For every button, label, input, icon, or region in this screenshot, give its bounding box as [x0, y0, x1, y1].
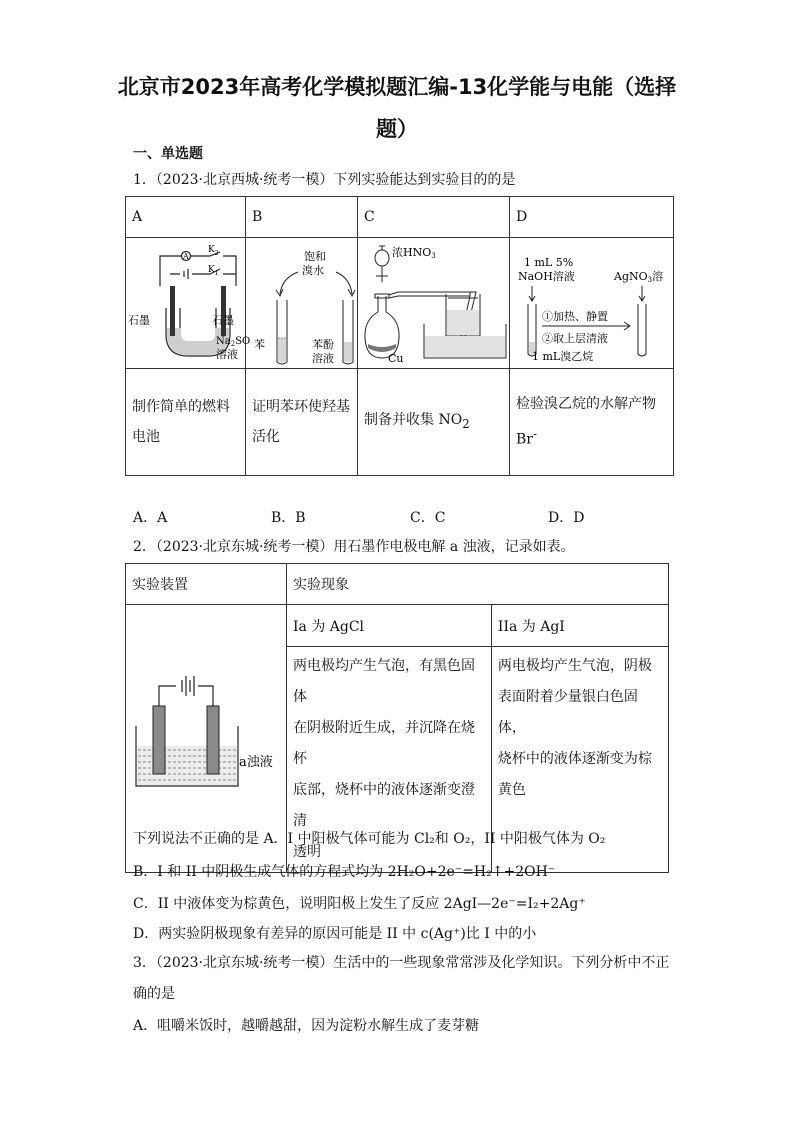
title-line-2: 题）: [376, 117, 418, 141]
svg-text:浓HNO3: [392, 245, 436, 260]
figure-c-no2-apparatus: [358, 238, 510, 369]
figure-b-bromine-test: [246, 238, 358, 369]
col-header-d: D: [510, 197, 674, 238]
fig-a-k1: K: [208, 265, 215, 275]
obs-i-line-3: 底部，烧杯中的液体逐渐变澄清: [293, 782, 475, 829]
obs-i-line-1: 两电极均产生气泡，有黑色固体: [293, 658, 475, 705]
q2-option-a: 下列说法不正确的是 A．I 中阳极气体可能为 Cl₂和 O₂，II 中阳极气体为 O₂: [133, 831, 606, 847]
q3-option-a: A．咀嚼米饭时，越嚼越甜，因为淀粉水解生成了麦芽糖: [133, 1018, 480, 1034]
fig-suspension-label: a浊液: [239, 754, 273, 770]
question-3-stem: 3．（2023·北京东城·统考一模）生活中的一些现象常常涉及化学知识。下列分析中不正: [133, 955, 670, 971]
fig-c-metal-label: Cu: [388, 352, 404, 365]
question-2-stem: 2．（2023·北京东城·统考一模）用石墨作电极电解 a 浊液，记录如表。: [133, 539, 575, 555]
fig-c-acid-label: 浓HNO: [392, 246, 432, 259]
purpose-d: [510, 369, 674, 476]
svg-text:K1: [208, 265, 219, 277]
purpose-a: 制作简单的燃料电池: [126, 369, 246, 476]
obs-ii-line-2: 表面附着少量银白色固体，: [497, 689, 638, 736]
fig-d-step-2: ②取上层清液: [542, 332, 608, 345]
figure-d-hydrolysis-test: [510, 238, 674, 369]
fig-d-agno3-sub: 3: [647, 276, 653, 284]
choice-a: A．A: [133, 510, 168, 526]
question-1-stem: 1．（2023·北京西城·统考一模）下列实验能达到实验目的的是: [133, 172, 516, 188]
fig-b-top-line-1: 饱和: [304, 250, 326, 263]
fig-b-left-label: 苯: [254, 338, 265, 351]
fig-a-k2: K: [208, 245, 215, 255]
choice-b: B．B: [271, 510, 306, 526]
q2-option-b: B．I 和 II 中阴极生成气体的方程式均为 2H₂O+2e⁻=H₂↑+2OH⁻: [133, 864, 556, 880]
fig-d-step-1: ①加热、静置: [542, 310, 608, 323]
fig-d-line-1: 1 mL 5%: [524, 256, 574, 269]
choice-c: C．C: [410, 510, 446, 526]
fig-a-solution-na: Na: [216, 336, 231, 347]
fig-d-line-2: NaOH溶液: [518, 270, 575, 283]
obs-i-line-2: 在阴极附近生成，并沉降在烧杯: [293, 720, 475, 767]
fig-a-solution-label: 溶液: [216, 348, 238, 361]
col-header-a: A: [126, 197, 246, 238]
document-title: [60, 66, 734, 150]
q2-option-c: C．II 中液体变为棕黄色，说明阳极上发生了反应 2AgI—2e⁻=I₂+2Ag⁺: [133, 896, 586, 912]
fig-b-right-label-1: 苯酚: [312, 338, 334, 351]
obs-ii-line-3: 烧杯中的液体逐渐变为棕: [497, 751, 652, 767]
fig-a-right-electrode: 石墨: [212, 314, 234, 327]
purpose-d-sup: -: [532, 427, 537, 442]
fig-a-ammeter-label: A: [183, 252, 189, 261]
q2-option-d: D．两实验阴极现象有差异的原因可能是 II 中 c(Ag⁺)比 I 中的小: [133, 926, 537, 942]
purpose-c-sub: 2: [462, 416, 470, 431]
choice-d: D．D: [548, 510, 585, 526]
header-observation: 实验现象: [287, 564, 669, 605]
obs-ii-line-4: 黄色: [497, 782, 526, 798]
purpose-d-text: 检验溴乙烷的水解产物 Br: [516, 396, 656, 448]
obs-i-line-4: 透明: [293, 844, 321, 860]
question-3-stem-cont: 确的是: [133, 986, 175, 1002]
figure-a-fuel-cell: [126, 238, 251, 369]
fig-d-bottom-label: 1 mL溴乙烷: [532, 350, 594, 363]
fig-d-agno3-tail: 溶: [652, 270, 664, 283]
obs-ii-line-1: 两电极均产生气泡，阴极: [497, 658, 652, 674]
fig-a-k1-sub: 1: [214, 270, 219, 277]
header-case-ii: IIa 为 AgI: [491, 605, 668, 647]
fig-c-acid-sub: 3: [431, 252, 436, 260]
fig-a-left-electrode: 石墨: [128, 314, 150, 327]
section-heading: 一、单选题: [133, 146, 203, 162]
purpose-c: [358, 369, 510, 476]
header-setup: 实验装置: [126, 564, 287, 605]
question-2-table: [125, 563, 669, 873]
question-1-table: [125, 196, 674, 476]
col-header-c: C: [358, 197, 510, 238]
fig-a-solution-sub: 2: [230, 340, 236, 348]
purpose-c-text: 制备并收集 NO: [364, 412, 463, 429]
purpose-b: 证明苯环使羟基活化: [246, 369, 358, 476]
title-line-1: 北京市2023年高考化学模拟题汇编-13化学能与电能（选择: [117, 75, 677, 99]
fig-b-right-label-2: 溶液: [312, 352, 334, 365]
fig-a-k2-sub: 2: [214, 250, 219, 257]
header-case-i: Ia 为 AgCl: [287, 605, 492, 647]
fig-d-agno3: AgNO: [614, 270, 648, 283]
fig-b-top-line-2: 溴水: [302, 264, 324, 277]
col-header-b: B: [246, 197, 358, 238]
fig-a-solution-so: SO: [235, 336, 251, 347]
svg-text:AgNO3溶: [613, 269, 663, 284]
